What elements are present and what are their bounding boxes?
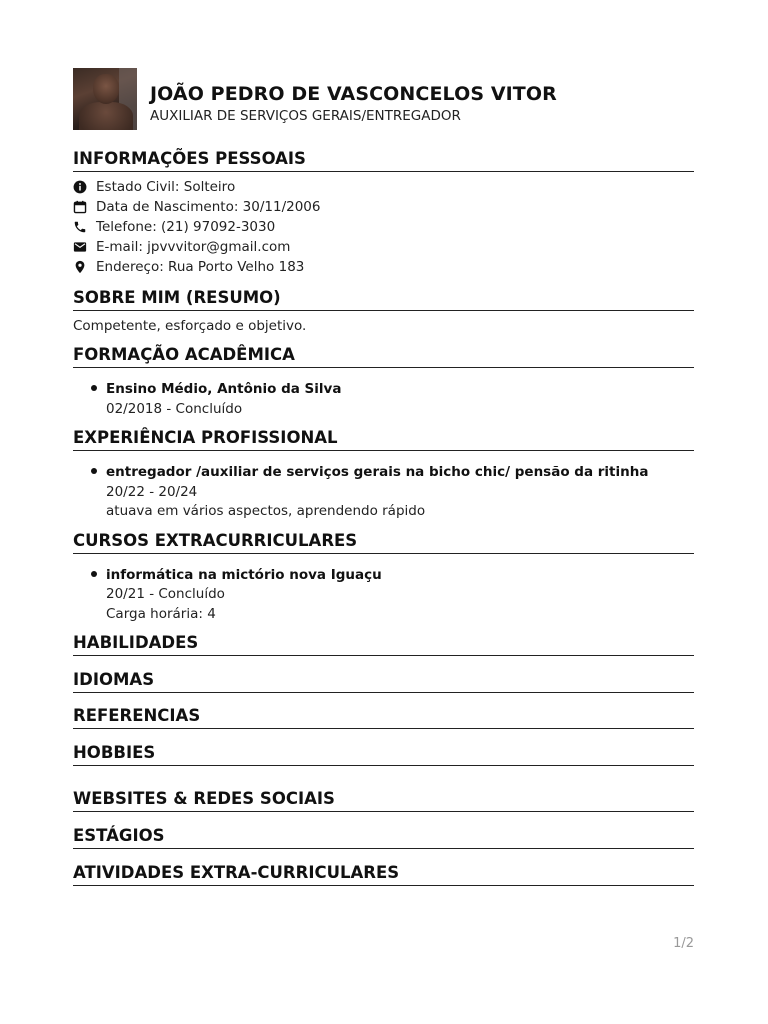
experience-period: 20/22 - 20/24 <box>106 484 198 500</box>
section-title-personal: INFORMAÇÕES PESSOAIS <box>73 149 694 172</box>
info-icon <box>73 180 87 194</box>
info-row-birthdate <box>73 197 320 217</box>
section-title-extracurricular: ATIVIDADES EXTRA-CURRICULARES <box>73 863 694 886</box>
bullet-icon <box>91 385 97 391</box>
info-row-phone <box>73 217 275 237</box>
education-title: Ensino Médio, Antônio da Silva <box>106 381 342 397</box>
calendar-icon <box>73 200 87 214</box>
page-number: 1/2 <box>673 936 694 951</box>
info-row-civil-status <box>73 177 235 197</box>
info-text: Telefone: (21) 97092-3030 <box>96 219 276 235</box>
section-title-hobbies: HOBBIES <box>73 743 694 766</box>
section-title-experience: EXPERIÊNCIA PROFISSIONAL <box>73 428 694 451</box>
info-row-email <box>73 237 290 257</box>
section-title-internships: ESTÁGIOS <box>73 826 694 849</box>
info-text: Estado Civil: Solteiro <box>96 179 236 195</box>
section-title-websites: WEBSITES & REDES SOCIAIS <box>73 789 694 812</box>
full-name: JOÃO PEDRO DE VASCONCELOS VITOR <box>150 83 557 105</box>
section-title-languages: IDIOMAS <box>73 670 694 693</box>
about-text: Competente, esforçado e objetivo. <box>73 318 307 334</box>
info-row-address <box>73 257 304 277</box>
section-title-references: REFERENCIAS <box>73 706 694 729</box>
course-title: informática na mictório nova Iguaçu <box>106 567 382 583</box>
section-title-courses: CURSOS EXTRACURRICULARES <box>73 531 694 554</box>
location-pin-icon <box>73 260 87 274</box>
bullet-icon <box>91 571 97 577</box>
education-detail: 02/2018 - Concluído <box>106 401 243 417</box>
info-text: Data de Nascimento: 30/11/2006 <box>96 199 321 215</box>
phone-icon <box>73 220 87 234</box>
section-title-about: SOBRE MIM (RESUMO) <box>73 288 694 311</box>
profile-photo <box>73 68 137 130</box>
course-detail: 20/21 - Concluído <box>106 586 225 602</box>
resume-header <box>73 68 694 130</box>
experience-title: entregador /auxiliar de serviços gerais na bicho chic/ pensão da ritinha <box>106 464 649 480</box>
experience-description: atuava em vários aspectos, aprendendo rápido <box>106 503 426 519</box>
section-title-education: FORMAÇÃO ACADÊMICA <box>73 345 694 368</box>
info-text: Endereço: Rua Porto Velho 183 <box>96 259 305 275</box>
course-hours: Carga horária: 4 <box>106 606 216 622</box>
email-icon <box>73 240 87 254</box>
job-title: AUXILIAR DE SERVIÇOS GERAIS/ENTREGADOR <box>150 108 461 124</box>
section-title-skills: HABILIDADES <box>73 633 694 656</box>
bullet-icon <box>91 468 97 474</box>
info-text: E-mail: jpvvvitor@gmail.com <box>96 239 291 255</box>
